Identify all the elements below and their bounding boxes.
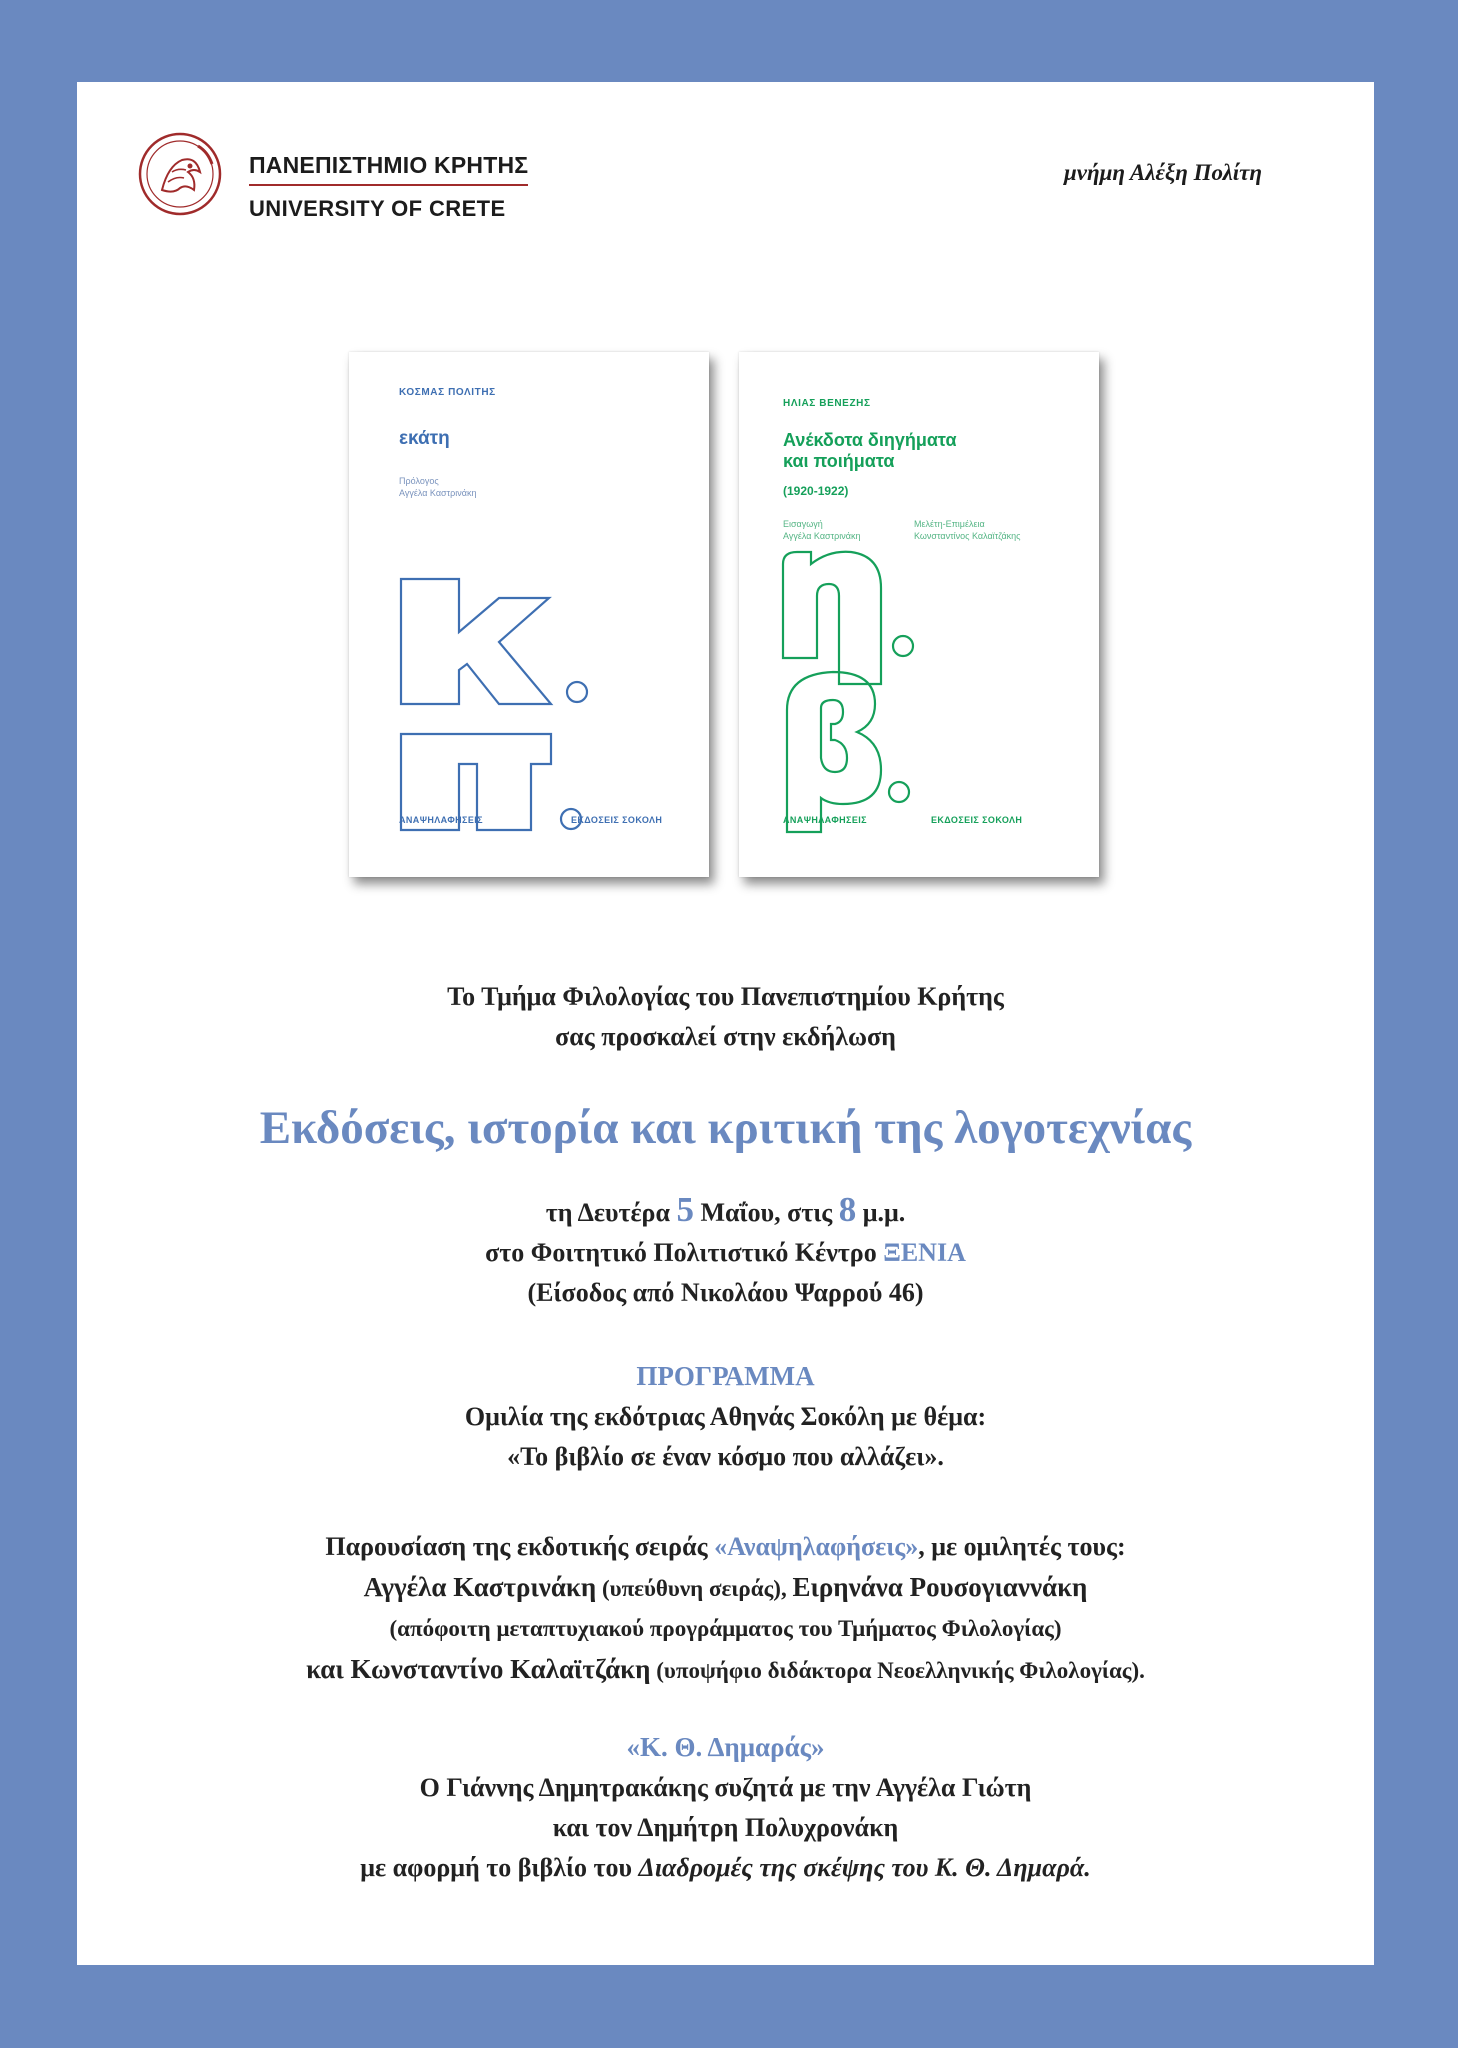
university-name-english: UNIVERSITY OF CRETE: [249, 196, 506, 221]
book-series: ΑΝΑΨΗΛΑΦΗΣΕΙΣ: [783, 815, 867, 825]
event-title: Εκδόσεις, ιστορία και κριτική της λογοτεχνίας: [259, 1102, 1192, 1154]
intro-line-1: Το Τμήμα Φιλολογίας του Πανεπιστημίου Κρήτης: [447, 982, 1004, 1011]
book-credit-role: Μελέτη-Επιμέλεια: [914, 519, 985, 529]
dimaras-discussion: [77, 1768, 1374, 1888]
venue-name: ΞΕΝΙΑ: [883, 1238, 966, 1267]
series-name: «Αναψηλαφήσεις»: [714, 1532, 919, 1561]
talk-line-1: Ομιλία της εκδότριας Αθηνάς Σοκόλη με θέμα:: [464, 1402, 987, 1431]
university-name: [249, 152, 528, 222]
book-publisher: ΕΚΔΟΣΕΙΣ ΣΟΚΟΛΗ: [931, 815, 1023, 825]
book-title-line1: Ανέκδοτα διηγήματα: [783, 430, 957, 450]
dimaras-line-3-prefix: με αφορμή το βιβλίο του: [360, 1853, 639, 1882]
dimaras-book-title: Διαδρομές της σκέψης του Κ. Θ. Δημαρά.: [638, 1853, 1091, 1882]
university-name-greek: ΠΑΝΕΠΙΣΤΗΜΙΟ ΚΡΗΤΗΣ: [249, 152, 528, 186]
dimaras-line-3: [77, 1848, 1374, 1888]
date-prefix: τη Δευτέρα: [545, 1198, 677, 1227]
speaker-2-name: Ειρηνάνα Ρουσογιαννάκη: [792, 1572, 1088, 1602]
event-entrance: (Είσοδος από Νικολάου Ψαρρού 46): [527, 1278, 924, 1307]
book-dates: (1920-1922): [783, 484, 849, 498]
poster-sheet: [77, 82, 1374, 1965]
speaker-3-name: Κωνσταντίνο Καλαϊτζάκη: [350, 1654, 651, 1684]
book-credit-name: Κωνσταντίνος Καλαϊτζάκης: [914, 531, 1021, 541]
speaker-2-role: (απόφοιτη μεταπτυχιακού προγράμματος του Τμήματος Φιλολογίας): [389, 1616, 1062, 1641]
program-talk: [77, 1397, 1374, 1477]
university-of-crete-logo: [138, 132, 222, 216]
event-venue: [77, 1233, 1374, 1273]
event-hour: 8: [838, 1190, 857, 1229]
presentation-line: [77, 1527, 1374, 1567]
presentation-suffix: , με ομιλητές τους:: [918, 1532, 1126, 1561]
time-suffix: μ.μ.: [856, 1198, 906, 1227]
event-details: [77, 1190, 1374, 1313]
venue-prefix: στο Φοιτητικό Πολιτιστικό Κέντρο: [485, 1238, 884, 1267]
presentation-prefix: Παρουσίαση της εκδοτικής σειράς: [325, 1532, 715, 1561]
invitation-intro: [77, 977, 1374, 1057]
dimaras-heading: «Κ. Θ. Δημαράς»: [626, 1732, 825, 1762]
speaker-3-prefix: και: [306, 1654, 351, 1684]
book-title: εκάτη: [399, 428, 450, 449]
dimaras-line-2: και τον Δημήτρη Πολυχρονάκη: [552, 1813, 899, 1842]
book-publisher: ΕΚΔΟΣΕΙΣ ΣΟΚΟΛΗ: [571, 815, 663, 825]
book-credit-name: Αγγέλα Καστρινάκη: [783, 531, 861, 541]
speakers-line: [77, 1567, 1374, 1609]
event-month: Μαΐου, στις: [694, 1198, 839, 1227]
dedication: μνήμη Αλέξη Πολίτη: [1063, 160, 1262, 185]
event-day: 5: [676, 1190, 694, 1229]
book-author: ΗΛΙΑΣ ΒΕΝΕΖΗΣ: [783, 398, 871, 409]
book-cover-ekati: [349, 352, 709, 877]
speaker-3-line: [77, 1649, 1374, 1691]
intro-line-2: σας προσκαλεί στην εκδήλωση: [555, 1022, 896, 1051]
speaker-3-role: (υποψήφιο διδάκτορα Νεοελληνικής Φιλολογίας).: [650, 1658, 1145, 1683]
book-title-line2: και ποιήματα: [783, 451, 895, 471]
book-credit-role: Εισαγωγή: [783, 519, 823, 529]
monogram-i-v: [739, 352, 1099, 877]
talk-line-2: «Το βιβλίο σε έναν κόσμο που αλλάζει».: [507, 1442, 944, 1471]
book-credit-role: Πρόλογος: [399, 476, 439, 486]
event-date-time: [77, 1190, 1374, 1233]
speaker-1-name: Αγγέλα Καστρινάκη: [363, 1572, 597, 1602]
monogram-k-p: [349, 352, 709, 877]
book-credit-name: Αγγέλα Καστρινάκη: [399, 488, 477, 498]
book-author: ΚΟΣΜΑΣ ΠΟΛΙΤΗΣ: [399, 387, 496, 398]
program-presentation: [77, 1527, 1374, 1691]
dimaras-line-1: Ο Γιάννης Δημητρακάκης συζητά με την Αγγέλα Γιώτη: [419, 1773, 1032, 1802]
book-cover-venezis: [739, 352, 1099, 877]
program-heading: ΠΡΟΓΡΑΜΜΑ: [636, 1361, 815, 1391]
speaker-1-role: (υπεύθυνη σειράς),: [596, 1576, 793, 1601]
book-series: ΑΝΑΨΗΛΑΦΗΣΕΙΣ: [399, 815, 483, 825]
